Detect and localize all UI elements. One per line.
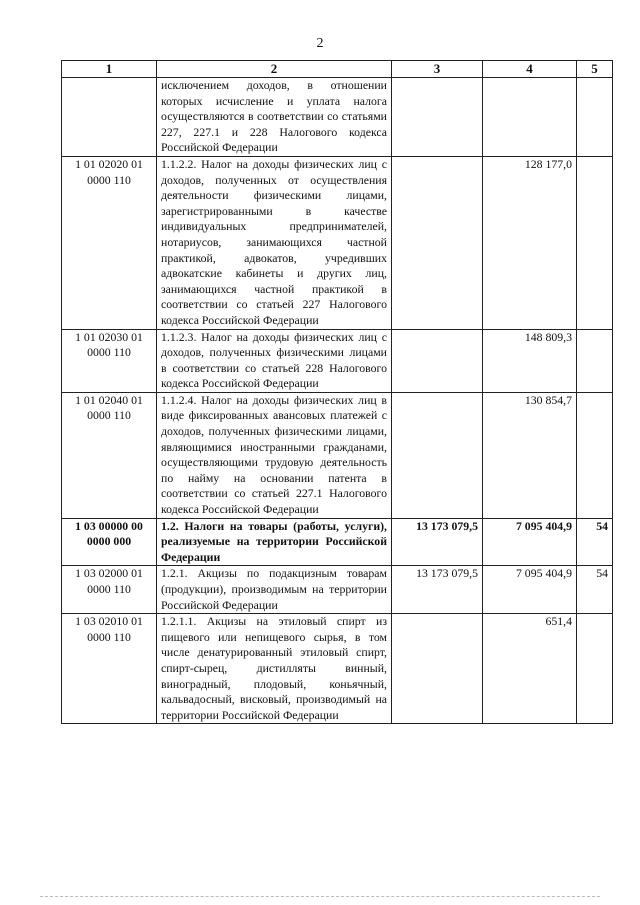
value-col-5 [577,329,613,392]
value-col-4: 7 095 404,9 [483,518,577,566]
header-col-3: 3 [392,61,483,78]
table-row [62,566,613,614]
budget-code: 1 01 02030 01 0000 110 [62,329,157,392]
page-bottom-divider [40,896,600,897]
value-col-5 [577,614,613,724]
value-col-3 [392,78,483,157]
table-row [62,329,613,392]
budget-code: 1 03 00000 00 0000 000 [62,518,157,566]
item-name: 1.1.2.2. Налог на доходы физических лиц с доходов, полученных от осуществления деятельности физическими лицами, зарегистрированными в качестве индивидуальных предпринимателей, нотариусов, занимающихся частной практикой, адвокатов, учредивших адвокатские кабинеты и других лиц, занимающихся частной практикой в соответствии со статьей 227 Налогового кодекса Российской Федерации [157,156,392,329]
value-col-5 [577,78,613,157]
value-col-5 [577,156,613,329]
value-col-5: 54 [577,518,613,566]
value-col-4: 651,4 [483,614,577,724]
budget-code: 1 03 02010 01 0000 110 [62,614,157,724]
header-col-4: 4 [483,61,577,78]
value-col-5 [577,392,613,518]
item-name: исключением доходов, в отношении которых исчисление и уплата налога осуществляются в соответствии со статьями 227, 227.1 и 228 Налогового кодекса Российской Федерации [157,78,392,157]
value-col-4 [483,78,577,157]
item-name: 1.2. Налоги на товары (работы, услуги), реализуемые на территории Российской Федерации [157,518,392,566]
value-col-4: 130 854,7 [483,392,577,518]
page-number: 2 [316,36,324,51]
value-col-3 [392,392,483,518]
budget-code: 1 03 02000 01 0000 110 [62,566,157,614]
table-row [62,78,613,157]
value-col-3 [392,329,483,392]
value-col-3 [392,156,483,329]
item-name: 1.2.1. Акцизы по подакцизным товарам (продукции), производимым на территории Российской Федерации [157,566,392,614]
value-col-3: 13 173 079,5 [392,518,483,566]
value-col-4: 128 177,0 [483,156,577,329]
value-col-4: 148 809,3 [483,329,577,392]
budget-code: 1 01 02040 01 0000 110 [62,392,157,518]
item-name: 1.2.1.1. Акцизы на этиловый спирт из пищевого или непищевого сырья, в том числе денатурированный этиловый спирт, спирт-сырец, дистилляты винный, виноградный, плодовый, коньячный, кальвадосный, висковый, производимый на территории Российской Федерации [157,614,392,724]
table-row [62,614,613,724]
item-name: 1.1.2.4. Налог на доходы физических лиц в виде фиксированных авансовых платежей с доходов, полученных физическими лицами, являющимися иностранными гражданами, осуществляющими трудовую деятельность по найму на основании патента в соответствии со статьей 227.1 Налогового кодекса Российской Федерации [157,392,392,518]
budget-code [62,78,157,157]
value-col-3: 13 173 079,5 [392,566,483,614]
value-col-5: 54 [577,566,613,614]
table-row [62,392,613,518]
item-name: 1.1.2.3. Налог на доходы физических лиц с доходов, полученных физическими лицами в соответствии со статьей 228 Налогового кодекса Российской Федерации [157,329,392,392]
header-col-5: 5 [577,61,613,78]
header-col-2: 2 [157,61,392,78]
budget-table [61,60,613,724]
table-row [62,156,613,329]
table-header-row [62,61,613,78]
table-row [62,518,613,566]
budget-code: 1 01 02020 01 0000 110 [62,156,157,329]
value-col-4: 7 095 404,9 [483,566,577,614]
value-col-3 [392,614,483,724]
header-col-1: 1 [62,61,157,78]
